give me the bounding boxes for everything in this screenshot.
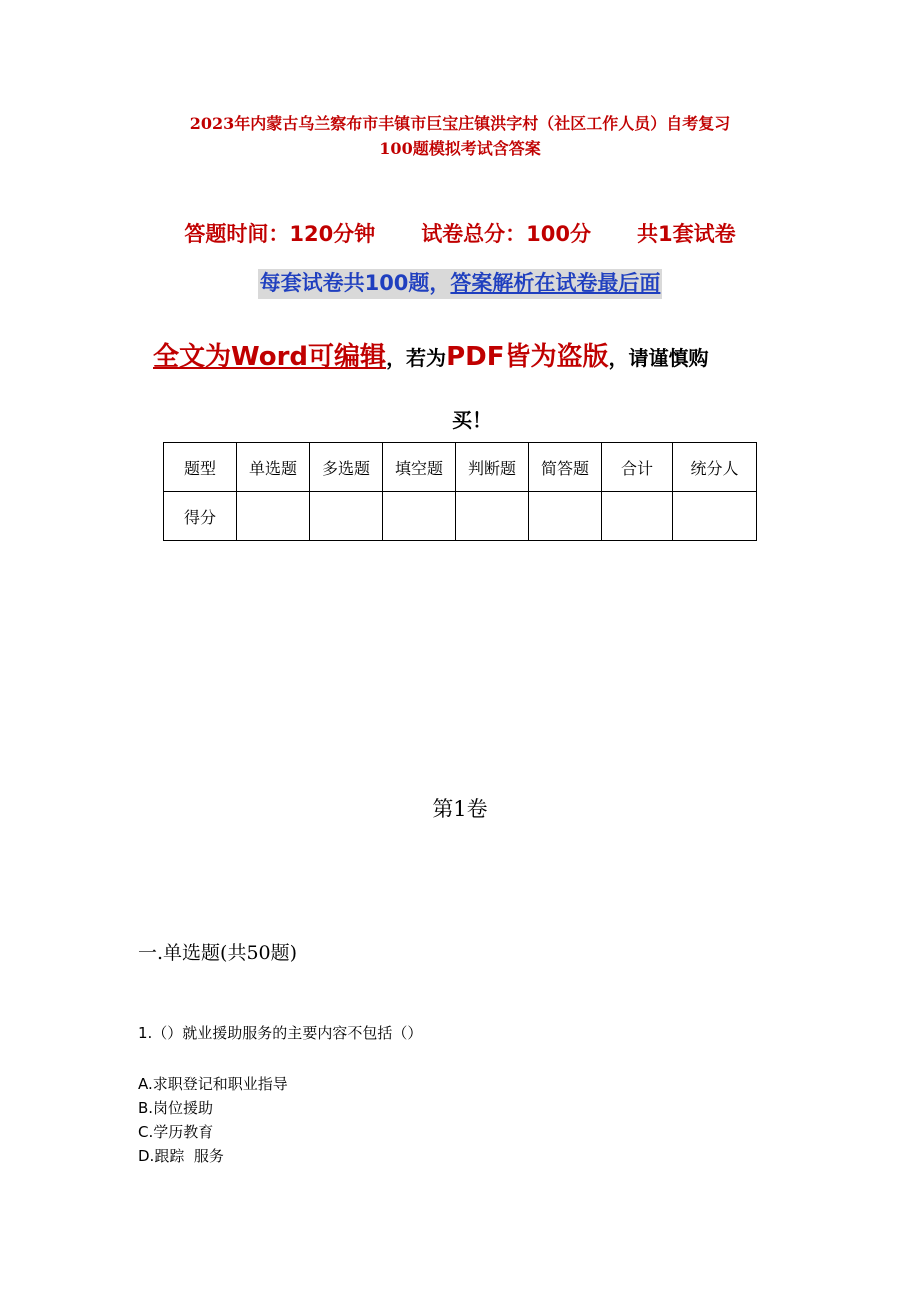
question-text: 1.（）就业援助服务的主要内容不包括（） bbox=[138, 1024, 423, 1042]
header-cell: 多选题 bbox=[310, 443, 383, 492]
warning-end: 买！ bbox=[452, 408, 492, 432]
title-line-2: 100题模拟考试含答案 bbox=[379, 139, 541, 158]
header-cell: 简答题 bbox=[529, 443, 602, 492]
score-table-header-row bbox=[164, 443, 757, 492]
score-cell bbox=[383, 492, 456, 541]
header-cell: 填空题 bbox=[383, 443, 456, 492]
option-b: B.岗位援助 bbox=[138, 1099, 214, 1117]
option-d: D.跟踪 服务 bbox=[138, 1147, 224, 1165]
part-title: 一.单选题(共50题) bbox=[138, 942, 298, 964]
warning-editable: 全文为Word可编辑 bbox=[153, 342, 387, 372]
exam-time: 答题时间：120分钟 bbox=[184, 222, 376, 246]
row-label-cell: 得分 bbox=[164, 492, 237, 541]
score-cell bbox=[673, 492, 757, 541]
score-table-score-row bbox=[164, 492, 757, 541]
score-cell bbox=[456, 492, 529, 541]
option-c: C.学历教育 bbox=[138, 1123, 214, 1141]
header-cell: 合计 bbox=[602, 443, 673, 492]
score-cell bbox=[310, 492, 383, 541]
piracy-warning bbox=[153, 326, 793, 451]
exam-meta bbox=[0, 218, 920, 248]
answer-notice bbox=[0, 267, 920, 297]
score-cell bbox=[602, 492, 673, 541]
warning-caution: ，请谨慎购 bbox=[608, 346, 709, 370]
header-cell: 单选题 bbox=[237, 443, 310, 492]
question-options bbox=[138, 1072, 288, 1168]
score-cell bbox=[529, 492, 602, 541]
answer-location-notice: 答案解析在试卷最后面 bbox=[450, 271, 661, 295]
exam-total-score: 试卷总分：100分 bbox=[421, 222, 592, 246]
score-cell bbox=[237, 492, 310, 541]
header-cell: 判断题 bbox=[456, 443, 529, 492]
header-cell: 统分人 bbox=[673, 443, 757, 492]
exam-set-count: 共1套试卷 bbox=[637, 222, 736, 246]
answer-notice-highlight bbox=[258, 269, 663, 299]
document-title bbox=[100, 111, 820, 161]
volume-title: 第1卷 bbox=[432, 797, 488, 821]
title-line-1: 2023年内蒙古乌兰察布市丰镇市巨宝庄镇洪字村（社区工作人员）自考复习 bbox=[189, 114, 731, 133]
option-a: A.求职登记和职业指导 bbox=[138, 1075, 288, 1093]
warning-pdf: PDF皆为盗版 bbox=[446, 342, 609, 372]
question-count-notice: 每套试卷共100题， bbox=[259, 271, 451, 295]
score-table bbox=[163, 442, 757, 541]
warning-connector: ，若为 bbox=[386, 346, 447, 370]
header-cell: 题型 bbox=[164, 443, 237, 492]
